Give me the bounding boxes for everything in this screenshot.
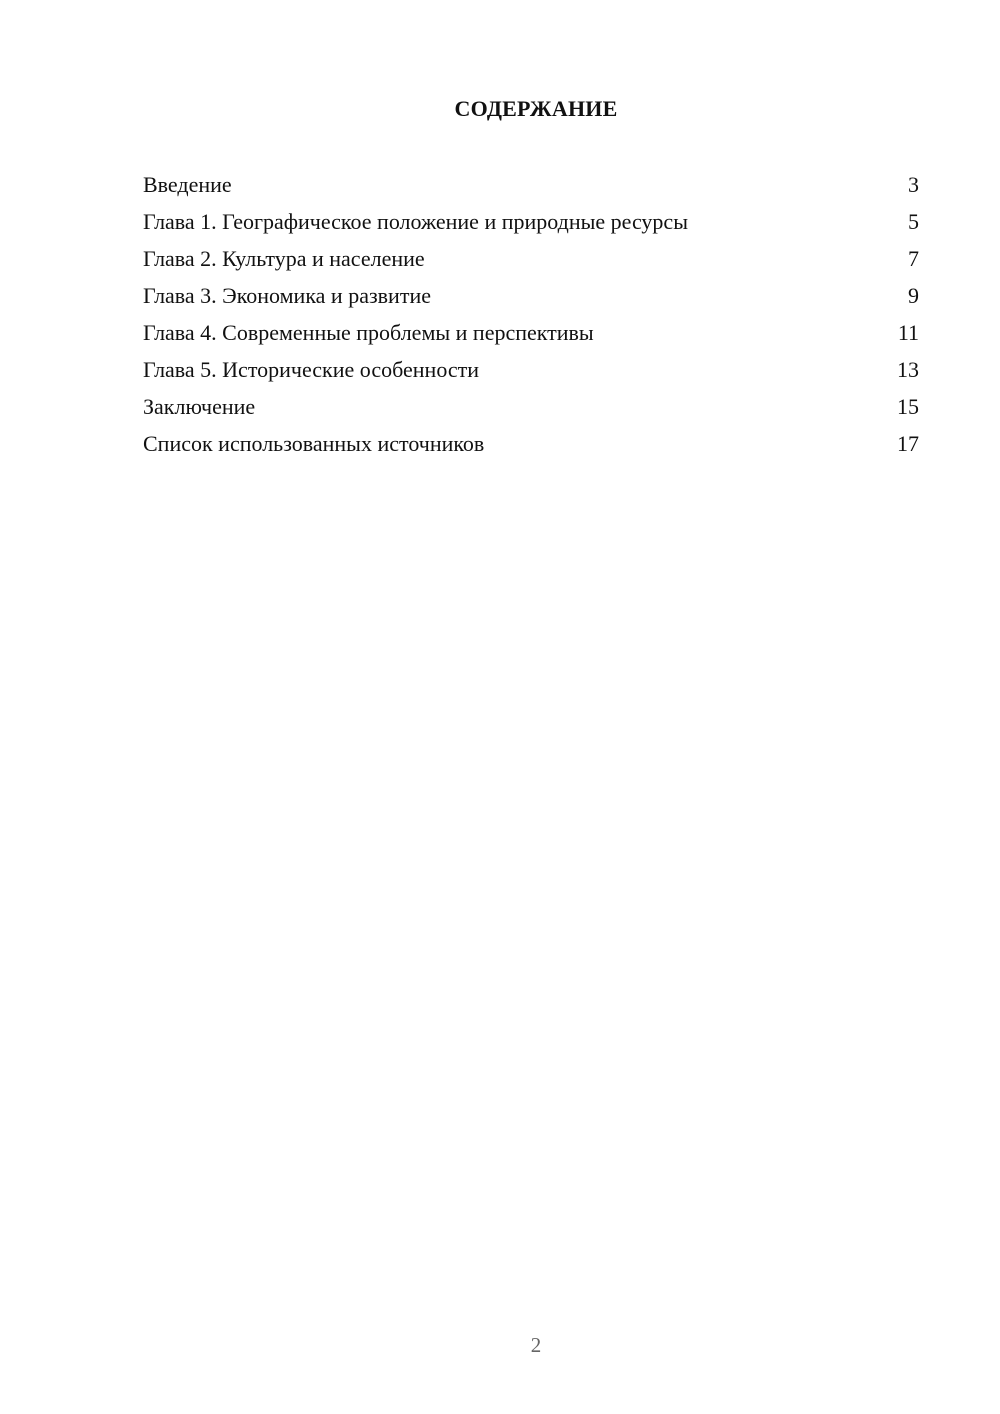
toc-entry-introduction[interactable] [143,170,919,207]
toc-entry-chapter-4[interactable] [143,318,919,355]
toc-entry-page: 13 [897,357,919,382]
toc-entry-label: Глава 1. Географическое положение и природные ресурсы [143,209,688,234]
toc-entry-label: Глава 5. Исторические особенности [143,357,480,382]
page-title: СОДЕРЖАНИЕ [454,96,618,121]
toc-entry-page: 17 [897,431,919,456]
toc-entry-page: 5 [908,209,919,234]
toc-entry-label: Введение [143,172,232,197]
toc-entry-chapter-5[interactable] [143,355,919,392]
toc-entry-conclusion[interactable] [143,392,919,429]
toc-entry-references[interactable] [143,429,919,466]
toc-entry-label: Список использованных источников [143,431,485,456]
toc-entry-chapter-2[interactable] [143,244,919,281]
toc-entry-label: Глава 2. Культура и население [143,246,425,271]
toc-entry-label: Заключение [143,394,256,419]
toc-entry-label: Глава 4. Современные проблемы и перспективы [143,320,594,345]
toc-entry-page: 9 [908,283,919,308]
toc-entry-chapter-1[interactable] [143,207,919,244]
toc-entry-chapter-3[interactable] [143,281,919,318]
toc-entry-page: 7 [908,246,919,271]
toc-entry-page: 11 [897,320,919,345]
table-of-contents [143,170,919,466]
page-number: 2 [530,1333,542,1357]
toc-entry-page: 3 [908,172,919,197]
toc-entry-page: 15 [897,394,919,419]
toc-entry-label: Глава 3. Экономика и развитие [143,283,431,308]
